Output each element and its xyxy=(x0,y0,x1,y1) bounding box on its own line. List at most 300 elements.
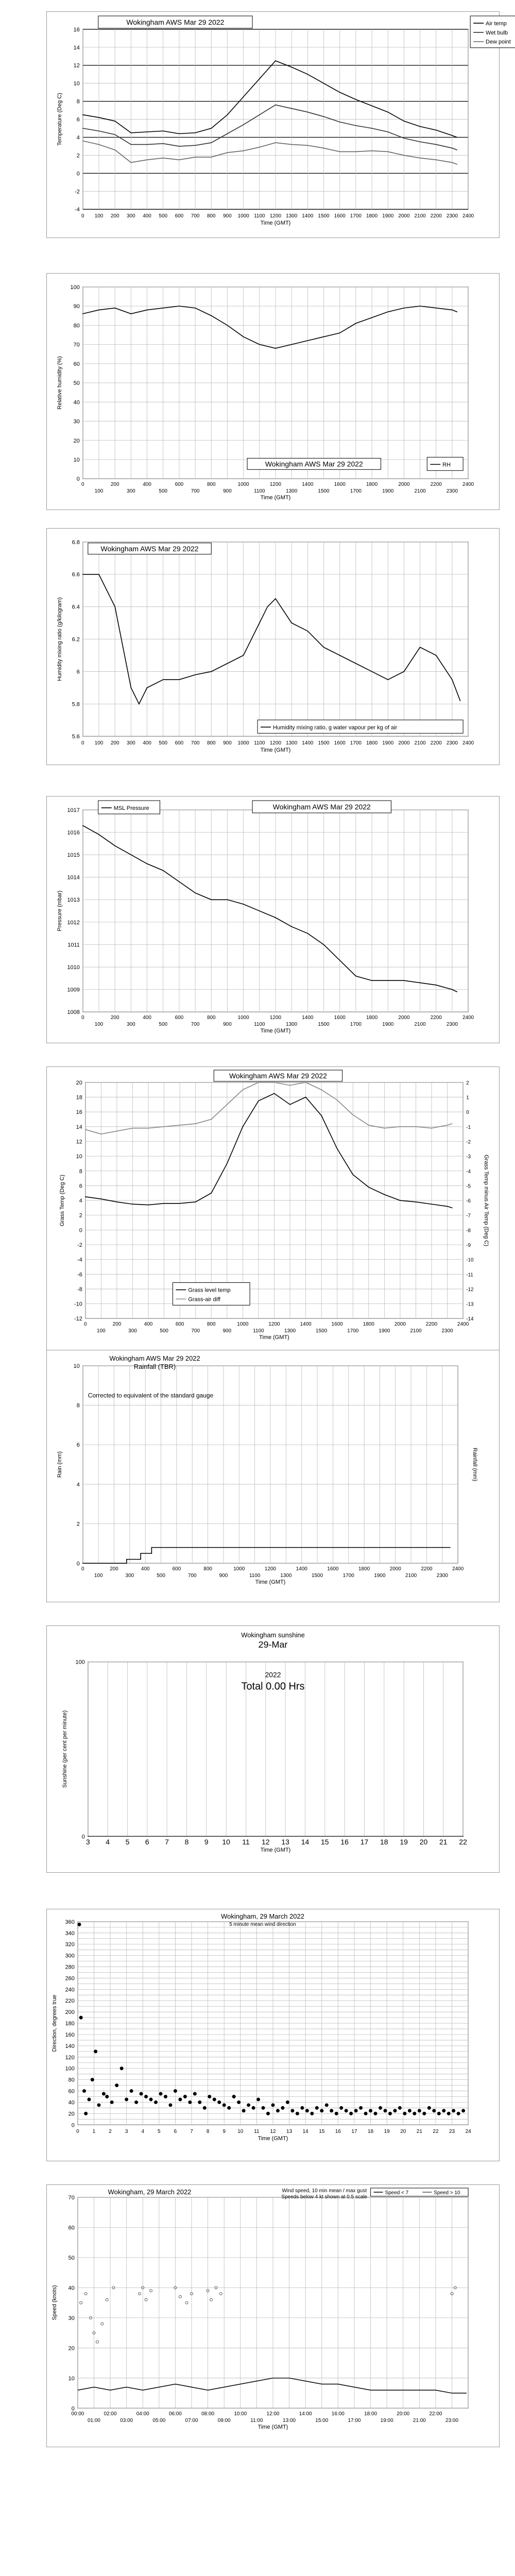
x-tick-label: 20:00 xyxy=(397,2411,410,2417)
data-point xyxy=(291,108,292,109)
data-point xyxy=(452,1123,453,1124)
y-tick-label: -12 xyxy=(74,1316,82,1323)
chart-subtitle: Speeds below 4 kt shown at 0.5 scale xyxy=(281,2194,368,2200)
x-tick-label: 1700 xyxy=(350,488,362,495)
x-tick-label: 2200 xyxy=(421,1566,433,1572)
x-tick-label: 1700 xyxy=(350,1022,362,1028)
x-tick-label: 500 xyxy=(157,1573,165,1579)
data-point xyxy=(267,606,268,607)
x-tick-label: 22:00 xyxy=(429,2411,442,2417)
y-tick-label: 120 xyxy=(65,2054,75,2061)
x-tick-label: 1400 xyxy=(300,1321,312,1328)
data-point xyxy=(222,2104,226,2107)
data-point xyxy=(420,141,421,142)
x-tick-label: 1300 xyxy=(286,740,298,747)
data-point xyxy=(82,1563,83,1564)
legend-label: MSL Pressure xyxy=(113,805,149,811)
x-tick-label: 1700 xyxy=(350,213,362,219)
data-point xyxy=(315,2106,318,2109)
data-point xyxy=(82,313,83,314)
x-tick-label: 2400 xyxy=(452,1566,464,1572)
data-point xyxy=(98,117,99,118)
x-tick-label: 400 xyxy=(143,740,151,747)
data-point xyxy=(195,157,196,158)
legend-label: RH xyxy=(442,462,451,468)
data-point xyxy=(227,663,228,664)
data-point xyxy=(79,2016,82,2019)
x-tick-label: 10:00 xyxy=(234,2411,247,2417)
data-point xyxy=(262,2106,265,2109)
data-point xyxy=(371,150,372,151)
y-tick-label: -10 xyxy=(74,1301,82,1308)
x-tick-label: 1800 xyxy=(366,213,378,219)
humidity-chart xyxy=(47,274,499,510)
x-tick-label: 2400 xyxy=(462,1015,474,1021)
legend-label: Grass level temp xyxy=(188,1287,231,1294)
data-point xyxy=(355,663,356,664)
y-tick-label: 0 xyxy=(71,2405,75,2412)
x-tick-label: 700 xyxy=(191,740,200,747)
x-tick-label: 05:00 xyxy=(152,2418,166,2424)
y-tick-label: 100 xyxy=(75,1659,85,1666)
x-tick-label: 11 xyxy=(242,1838,250,1846)
x-tick-label: 1000 xyxy=(233,1566,245,1572)
x-tick-label: 800 xyxy=(207,482,216,488)
x-tick-label: 1 xyxy=(92,2129,96,2135)
x-tick-label: 700 xyxy=(191,213,200,219)
y-tick-label: 280 xyxy=(65,1964,75,1971)
x-tick-label: 200 xyxy=(110,482,119,488)
x-tick-label: 800 xyxy=(207,213,216,219)
data-point xyxy=(420,126,421,127)
y-axis-label: Direction, degrees true xyxy=(51,1994,58,2052)
data-point xyxy=(398,2106,401,2109)
x-tick-label: 700 xyxy=(191,1328,200,1334)
chart-year: 2022 xyxy=(265,1670,281,1679)
x-tick-label: 1400 xyxy=(302,740,314,747)
data-point xyxy=(339,92,340,93)
data-point xyxy=(275,105,276,106)
y-tick-label: 260 xyxy=(65,1975,75,1982)
chart-title: Wokingham, 29 March 2022 xyxy=(221,1912,304,1920)
x-tick-label: 200 xyxy=(112,1321,122,1328)
data-point xyxy=(420,982,421,984)
data-point xyxy=(321,1115,322,1116)
x-tick-label: 4 xyxy=(141,2129,145,2135)
legend-label: Humidity mixing ratio, g water vapour per kg of air xyxy=(273,724,398,731)
y-tick-label: 10 xyxy=(76,1154,82,1160)
x-tick-label: 0 xyxy=(81,213,84,219)
x-tick-label: 1800 xyxy=(363,1321,374,1328)
x-tick-label: 900 xyxy=(223,213,232,219)
data-point xyxy=(131,854,132,855)
data-point xyxy=(179,159,180,160)
x-tick-label: 1200 xyxy=(268,1321,280,1328)
y-tick-label: -4 xyxy=(75,207,80,213)
data-point xyxy=(291,926,292,927)
grass-temp-chart-panel xyxy=(46,1066,500,1355)
y-tick-label: 6 xyxy=(76,1442,80,1449)
data-point xyxy=(371,317,372,318)
data-point xyxy=(447,2112,450,2115)
data-point xyxy=(147,687,148,688)
data-point xyxy=(257,2098,260,2101)
y-tick-label: 1013 xyxy=(67,897,80,904)
data-point xyxy=(101,1133,102,1134)
y2-tick-label: 2 xyxy=(466,1080,469,1086)
data-point xyxy=(120,2067,123,2070)
data-point xyxy=(151,1547,152,1548)
y-axis-label: Grass Temp (Deg C) xyxy=(59,1174,65,1227)
data-point xyxy=(339,960,340,961)
x-tick-label: 17 xyxy=(360,1838,369,1846)
x-tick-label: 1200 xyxy=(269,1015,282,1021)
x-tick-label: 1000 xyxy=(237,1321,249,1328)
x-tick-label: 400 xyxy=(143,213,151,219)
x-axis-label: Time (GMT) xyxy=(260,495,291,501)
x-tick-label: 7 xyxy=(190,2129,193,2135)
data-point xyxy=(368,1125,369,1126)
x-tick-label: 1200 xyxy=(269,740,282,747)
x-tick-label: 400 xyxy=(144,1321,153,1328)
data-point xyxy=(452,2109,455,2112)
data-point xyxy=(163,130,164,131)
chart-subtitle: Rainfall (TBR) xyxy=(133,1362,176,1370)
data-point xyxy=(413,2112,416,2115)
x-tick-label: 100 xyxy=(97,1328,106,1334)
data-point xyxy=(228,2106,231,2109)
x-tick-label: 8 xyxy=(206,2129,210,2135)
y-tick-label: 6 xyxy=(79,1183,82,1190)
y-tick-label: 6.6 xyxy=(72,571,80,578)
x-tick-label: 700 xyxy=(191,1022,200,1028)
y-tick-label: 100 xyxy=(65,2065,75,2072)
data-point xyxy=(420,647,421,648)
data-point xyxy=(423,2112,426,2115)
x-tick-label: 1700 xyxy=(347,1328,359,1334)
x-tick-label: 18 xyxy=(380,1838,388,1846)
y2-tick-label: -3 xyxy=(466,1154,471,1160)
x-tick-label: 2000 xyxy=(398,482,410,488)
x-tick-label: 2100 xyxy=(414,488,426,495)
data-point xyxy=(387,131,388,132)
data-point xyxy=(462,1836,464,1837)
data-point xyxy=(179,882,180,883)
mixing-ratio-chart-panel xyxy=(46,528,500,765)
data-point xyxy=(387,112,388,113)
chart-title: Wokingham AWS Mar 29 2022 xyxy=(100,544,199,553)
x-tick-label: 04:00 xyxy=(136,2411,149,2417)
x-axis-label: Time (GMT) xyxy=(255,1579,286,1586)
y-tick-label: 2 xyxy=(76,1521,80,1528)
data-point xyxy=(211,1193,212,1194)
y-axis-label: Pressure (mbar) xyxy=(56,890,63,931)
y-tick-label: 8 xyxy=(76,98,80,105)
x-tick-label: 600 xyxy=(175,1015,184,1021)
data-point xyxy=(384,1128,385,1129)
x-tick-label: 23 xyxy=(449,2129,455,2135)
data-point xyxy=(436,985,437,986)
data-point xyxy=(355,976,356,977)
y-tick-label: 0 xyxy=(76,1561,80,1567)
y2-tick-label: -2 xyxy=(466,1139,471,1145)
data-point xyxy=(259,147,260,148)
data-point xyxy=(82,141,83,142)
legend-label: Speed > 10 xyxy=(434,2190,460,2196)
x-tick-label: 1000 xyxy=(237,482,249,488)
x-tick-label: 2100 xyxy=(405,1573,417,1579)
x-tick-label: 300 xyxy=(127,213,135,219)
data-point xyxy=(163,143,164,144)
y2-tick-label: -14 xyxy=(466,1316,474,1323)
data-point xyxy=(307,933,308,934)
x-tick-label: 2 xyxy=(109,2129,112,2135)
y-tick-label: 320 xyxy=(65,1941,75,1948)
data-point xyxy=(147,863,148,865)
data-point xyxy=(203,2106,206,2109)
data-point xyxy=(452,162,453,163)
data-point xyxy=(237,2100,241,2104)
data-point xyxy=(149,2098,152,2101)
y-tick-label: 6 xyxy=(76,116,80,123)
x-tick-label: 18:00 xyxy=(364,2411,377,2417)
y-tick-label: 40 xyxy=(68,2099,75,2106)
data-point xyxy=(384,2109,387,2112)
x-tick-label: 100 xyxy=(94,488,104,495)
x-tick-label: 1600 xyxy=(334,1015,346,1021)
data-point xyxy=(404,308,405,309)
y-tick-label: 60 xyxy=(68,2225,75,2231)
x-tick-label: 500 xyxy=(159,488,168,495)
x-tick-label: 700 xyxy=(191,488,200,495)
x-tick-label: 09:00 xyxy=(217,2418,231,2424)
data-point xyxy=(82,128,83,129)
x-tick-label: 1300 xyxy=(284,1328,296,1334)
data-point xyxy=(211,128,212,129)
data-point xyxy=(101,1198,102,1199)
data-point xyxy=(98,130,99,131)
data-point xyxy=(145,2095,148,2098)
y-tick-label: 10 xyxy=(73,80,80,87)
x-tick-label: 23:00 xyxy=(445,2418,459,2424)
data-point xyxy=(227,899,228,900)
data-point xyxy=(369,2109,372,2112)
y2-tick-label: 1 xyxy=(466,1095,469,1101)
data-point xyxy=(147,310,148,311)
x-tick-label: 1500 xyxy=(318,740,330,747)
data-point xyxy=(387,980,388,981)
data-point xyxy=(354,2109,357,2112)
data-point xyxy=(437,2112,440,2115)
data-point xyxy=(195,145,196,146)
x-tick-label: 11:00 xyxy=(250,2418,263,2424)
x-tick-label: 1100 xyxy=(254,488,265,495)
data-point xyxy=(305,2109,308,2112)
x-tick-label: 1500 xyxy=(318,213,330,219)
x-tick-label: 10 xyxy=(222,1838,230,1846)
data-point xyxy=(116,1131,117,1132)
data-point xyxy=(271,2104,274,2107)
y-tick-label: 1012 xyxy=(67,919,80,926)
x-tick-label: 100 xyxy=(94,213,104,219)
x-tick-label: 13 xyxy=(286,2129,293,2135)
x-tick-label: 1900 xyxy=(374,1573,386,1579)
data-point xyxy=(330,2109,333,2112)
data-point xyxy=(307,340,308,341)
data-point xyxy=(252,2106,255,2109)
data-point xyxy=(179,146,180,147)
x-axis-label: Time (GMT) xyxy=(260,220,291,227)
data-point xyxy=(147,131,148,132)
x-tick-label: 1600 xyxy=(334,740,346,747)
data-point xyxy=(436,308,437,309)
x-axis-label: Time (GMT) xyxy=(259,1334,289,1341)
data-point xyxy=(98,144,99,145)
chart-annotation: Corrected to equivalent of the standard gauge xyxy=(88,1392,214,1399)
chart-title: Wokingham AWS Mar 29 2022 xyxy=(109,1354,200,1362)
x-tick-label: 1600 xyxy=(331,1321,343,1328)
x-tick-label: 20 xyxy=(419,1838,428,1846)
x-tick-label: 300 xyxy=(127,488,135,495)
data-point xyxy=(323,647,324,648)
x-tick-label: 1300 xyxy=(286,213,298,219)
data-point xyxy=(352,1174,353,1175)
data-point xyxy=(243,96,244,97)
x-tick-label: 1700 xyxy=(350,740,362,747)
y-axis-label: Sunshine (per cent per minute) xyxy=(61,1710,68,1788)
data-point xyxy=(135,2100,138,2104)
x-tick-label: 21 xyxy=(416,2129,422,2135)
x-tick-label: 900 xyxy=(219,1573,228,1579)
x-tick-label: 15 xyxy=(319,2129,325,2135)
data-point xyxy=(82,114,83,115)
mixing-ratio-chart xyxy=(47,529,499,765)
data-point xyxy=(305,1082,306,1083)
y-tick-label: 40 xyxy=(73,399,80,406)
x-tick-label: 800 xyxy=(207,1015,216,1021)
data-point xyxy=(259,344,260,345)
grass-temp-chart xyxy=(47,1067,499,1354)
x-tick-label: 1200 xyxy=(269,213,282,219)
data-point xyxy=(436,130,437,131)
x-tick-label: 17 xyxy=(351,2129,357,2135)
y-tick-label: 8 xyxy=(79,1168,82,1175)
x-tick-label: 3 xyxy=(125,2129,128,2135)
x-tick-label: 19 xyxy=(384,2129,390,2135)
data-point xyxy=(258,1082,259,1083)
x-tick-label: 1900 xyxy=(382,740,394,747)
data-point xyxy=(452,1208,453,1209)
sunshine-chart-panel xyxy=(46,1625,500,1873)
data-point xyxy=(374,2112,377,2115)
y-tick-label: 30 xyxy=(73,418,80,425)
data-point xyxy=(291,144,292,145)
x-tick-label: 2300 xyxy=(436,1573,448,1579)
data-point xyxy=(163,158,164,159)
x-tick-label: 8 xyxy=(184,1838,189,1846)
x-tick-label: 1200 xyxy=(269,482,282,488)
x-tick-label: 1600 xyxy=(334,213,346,219)
x-tick-label: 600 xyxy=(172,1566,181,1572)
data-point xyxy=(163,679,164,680)
x-tick-label: 0 xyxy=(81,1015,84,1021)
data-point xyxy=(159,2092,162,2095)
x-tick-label: 1800 xyxy=(358,1566,370,1572)
data-point xyxy=(442,1547,443,1548)
x-axis-label: Time (GMT) xyxy=(260,747,291,754)
data-point xyxy=(195,1201,196,1202)
temperature-chart-panel xyxy=(46,11,511,238)
x-tick-label: 200 xyxy=(110,213,119,219)
data-point xyxy=(289,1104,290,1105)
data-point xyxy=(436,144,437,145)
data-point xyxy=(164,1126,165,1127)
y-tick-label: 6 xyxy=(76,669,80,675)
y-tick-label: 4 xyxy=(79,1198,82,1205)
x-tick-label: 03:00 xyxy=(120,2418,133,2424)
x-tick-label: 500 xyxy=(159,213,168,219)
data-point xyxy=(258,1100,259,1101)
y-tick-label: 6.4 xyxy=(72,604,80,611)
data-point xyxy=(387,151,388,152)
data-point xyxy=(457,137,458,138)
data-point xyxy=(274,1082,275,1083)
data-point xyxy=(179,1125,180,1126)
x-tick-label: 02:00 xyxy=(104,2411,117,2417)
x-tick-label: 5 xyxy=(125,1838,130,1846)
data-point xyxy=(83,2090,86,2093)
data-point xyxy=(418,2109,421,2112)
data-point xyxy=(85,1196,86,1197)
data-point xyxy=(387,311,388,312)
data-point xyxy=(110,2100,113,2104)
x-tick-label: 2000 xyxy=(398,1015,410,1021)
x-tick-label: 1100 xyxy=(253,1328,264,1334)
data-point xyxy=(98,574,99,575)
data-point xyxy=(457,149,458,150)
data-point xyxy=(420,158,421,159)
data-point xyxy=(452,310,453,311)
x-tick-label: 1100 xyxy=(249,1573,261,1579)
pressure-chart-panel xyxy=(46,796,500,1043)
data-point xyxy=(393,2109,397,2112)
y-tick-label: 20 xyxy=(73,437,80,444)
x-tick-label: 300 xyxy=(127,740,135,747)
x-tick-label: 2100 xyxy=(414,213,426,219)
x-tick-label: 14 xyxy=(301,1838,310,1846)
data-point xyxy=(457,164,458,165)
y-tick-label: 340 xyxy=(65,1930,75,1937)
x-tick-label: 300 xyxy=(128,1328,137,1334)
x-tick-label: 0 xyxy=(81,740,84,747)
x-tick-label: 2200 xyxy=(430,1015,442,1021)
data-point xyxy=(404,671,405,672)
y2-tick-label: -1 xyxy=(466,1124,471,1130)
y-tick-label: -8 xyxy=(77,1286,82,1293)
y-tick-label: 140 xyxy=(65,2043,75,2049)
data-point xyxy=(179,679,180,680)
x-tick-label: 100 xyxy=(94,740,104,747)
data-point xyxy=(364,2112,367,2115)
data-point xyxy=(82,825,83,826)
x-tick-label: 08:00 xyxy=(201,2411,215,2417)
x-tick-label: 100 xyxy=(94,1022,104,1028)
data-point xyxy=(457,2112,460,2115)
data-point xyxy=(208,2095,211,2098)
data-point xyxy=(259,622,260,623)
x-tick-label: 01:00 xyxy=(87,2418,100,2424)
data-point xyxy=(431,1128,432,1129)
